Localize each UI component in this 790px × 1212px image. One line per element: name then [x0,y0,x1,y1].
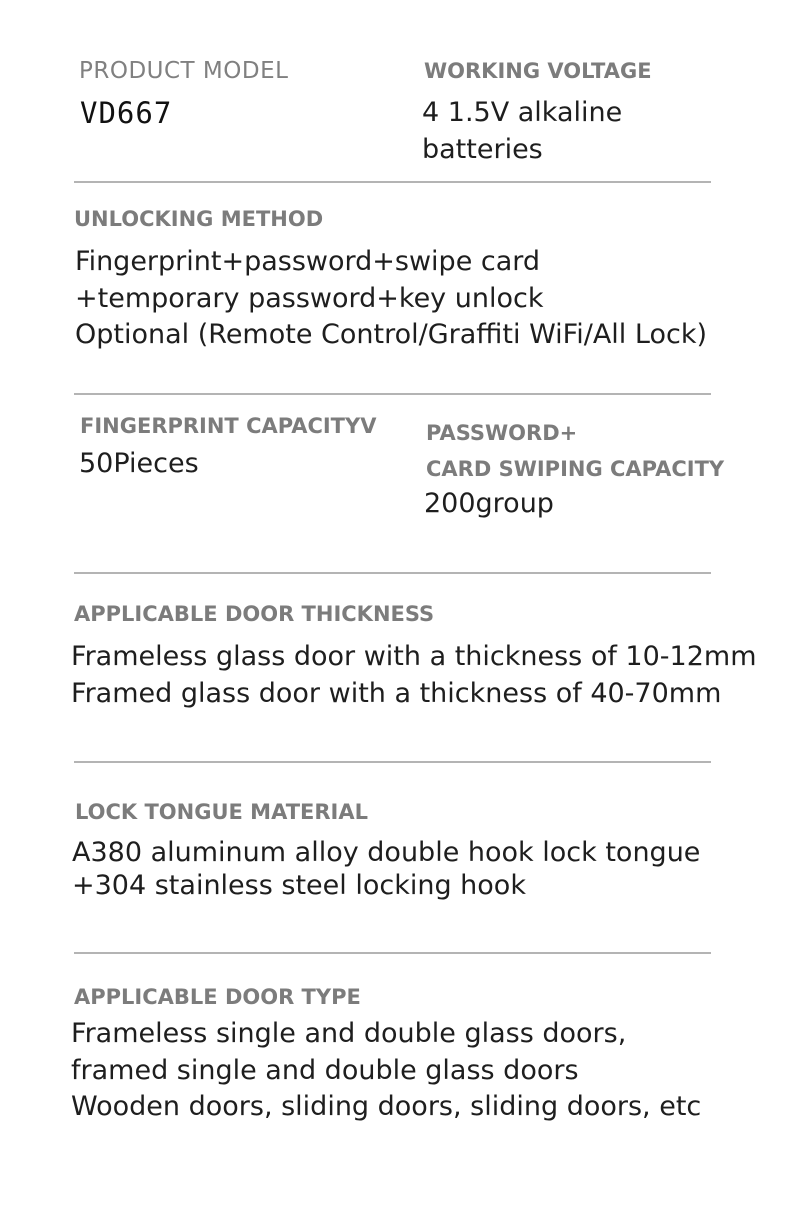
door-thickness-label: APPLICABLE DOOR THICKNESS [74,602,435,626]
unlocking-method-line: Optional (Remote Control/Graffiti WiFi/All Lock) [75,319,707,350]
fingerprint-capacity-value: 50Pieces [79,448,199,479]
door-type-line: Wooden doors, sliding doors, sliding doors, etc [71,1091,702,1122]
working-voltage-line: 4 1.5V alkaline [422,97,623,128]
divider [74,761,711,763]
door-type-line: Frameless single and double glass doors, [71,1018,627,1049]
product-model-value: VD667 [80,96,173,130]
door-type-value [71,1016,701,1126]
divider [74,181,711,183]
lock-tongue-line: A380 aluminum alloy double hook lock tongue [72,837,701,868]
door-thickness-line: Framed glass door with a thickness of 40-70mm [71,677,722,709]
door-type-line: framed single and double glass doors [71,1054,579,1086]
door-thickness-value [71,639,757,712]
door-type-label: APPLICABLE DOOR TYPE [74,985,361,1009]
password-card-label-line: PASSWORD+ [426,421,578,445]
door-thickness-line: Frameless glass door with a thickness of 10-12mm [71,641,757,672]
unlocking-method-value [75,244,707,354]
unlocking-method-line: Fingerprint+password+swipe card [75,246,541,277]
working-voltage-label: WORKING VOLTAGE [424,59,652,83]
divider [74,952,711,954]
divider [74,393,711,395]
password-card-capacity-label [426,415,724,487]
fingerprint-capacity-label: FINGERPRINT CAPACITYV [80,414,377,438]
unlocking-method-line: +temporary password+key unlock [75,282,544,314]
working-voltage-line: batteries [422,133,543,165]
working-voltage-value [422,95,622,168]
unlocking-method-label: UNLOCKING METHOD [74,207,324,231]
lock-tongue-label: LOCK TONGUE MATERIAL [75,800,368,824]
lock-tongue-line: +304 stainless steel locking hook [72,870,526,901]
lock-tongue-value [72,836,700,902]
divider [74,572,711,574]
product-model-label: PRODUCT MODEL [79,58,289,84]
password-card-capacity-value: 200group [424,488,554,519]
password-card-label-line: CARD SWIPING CAPACITY [426,457,725,481]
